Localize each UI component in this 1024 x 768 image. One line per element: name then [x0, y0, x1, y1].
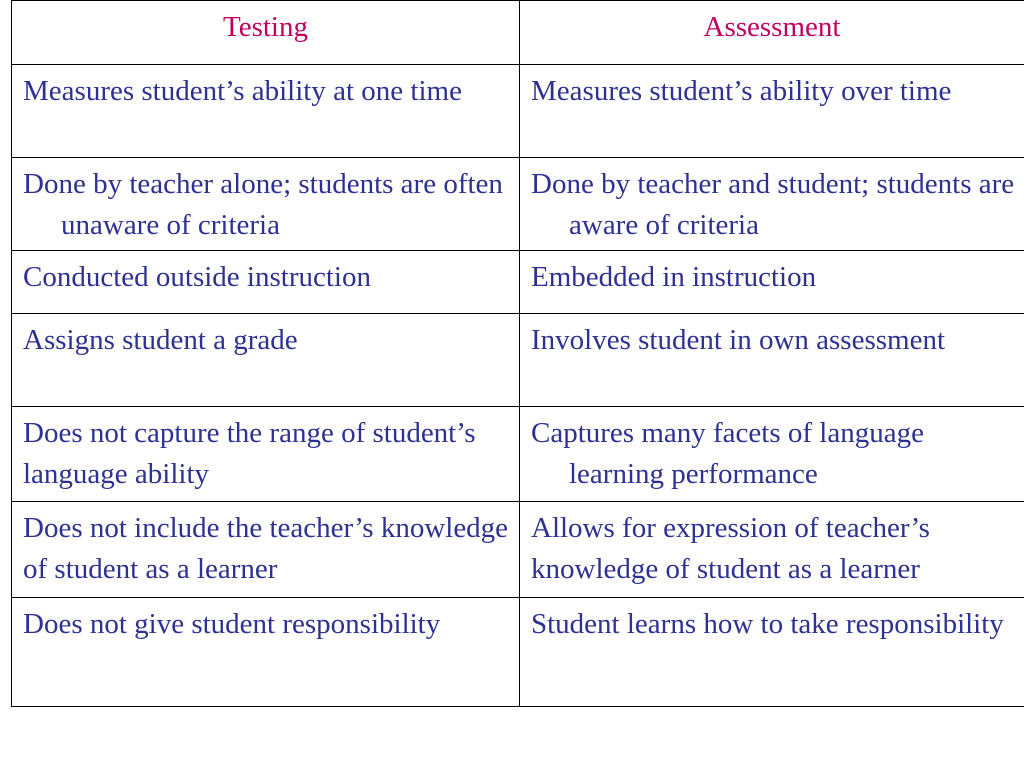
header-assessment: Assessment — [520, 1, 1024, 65]
cell-text: Measures student’s ability over time — [531, 75, 952, 107]
assessment-cell — [520, 502, 1024, 598]
assessment-cell — [520, 158, 1024, 251]
cell-text: Student learns how to take responsibility — [531, 608, 1004, 640]
cell-text: Measures student’s ability at one time — [23, 75, 462, 107]
table-row — [12, 314, 1024, 407]
cell-text: Allows for expression of teacher’s knowledge of student as a learner — [531, 512, 930, 585]
assessment-cell — [520, 65, 1024, 158]
cell-text: Conducted outside instruction — [23, 261, 371, 293]
assessment-cell — [520, 598, 1024, 707]
testing-vs-assessment-table — [11, 0, 1024, 707]
testing-cell — [12, 502, 520, 598]
testing-cell — [12, 158, 520, 251]
assessment-cell — [520, 314, 1024, 407]
table-row — [12, 65, 1024, 158]
testing-cell — [12, 251, 520, 314]
cell-text: Embedded in instruction — [531, 261, 817, 293]
table-row — [12, 502, 1024, 598]
testing-cell — [12, 314, 520, 407]
header-testing: Testing — [12, 1, 520, 65]
cell-text: Assigns student a grade — [23, 324, 298, 356]
testing-cell — [12, 407, 520, 502]
assessment-cell — [520, 407, 1024, 502]
table-row — [12, 251, 1024, 314]
cell-text: Does not capture the range of student’s language ability — [23, 417, 476, 490]
cell-text: Done by teacher alone; students are often unaware of criteria — [23, 168, 503, 241]
header-row — [12, 1, 1024, 65]
cell-text: Does not include the teacher’s knowledge of student as a learner — [23, 512, 509, 585]
testing-cell — [12, 65, 520, 158]
cell-text: Done by teacher and student; students are aware of criteria — [531, 168, 1015, 241]
assessment-cell — [520, 251, 1024, 314]
cell-text: Does not give student responsibility — [23, 608, 441, 640]
table-row — [12, 407, 1024, 502]
table-row — [12, 598, 1024, 707]
cell-text: Captures many facets of language learning performance — [531, 417, 924, 490]
cell-text: Involves student in own assessment — [531, 324, 946, 356]
testing-cell — [12, 598, 520, 707]
table-row — [12, 158, 1024, 251]
